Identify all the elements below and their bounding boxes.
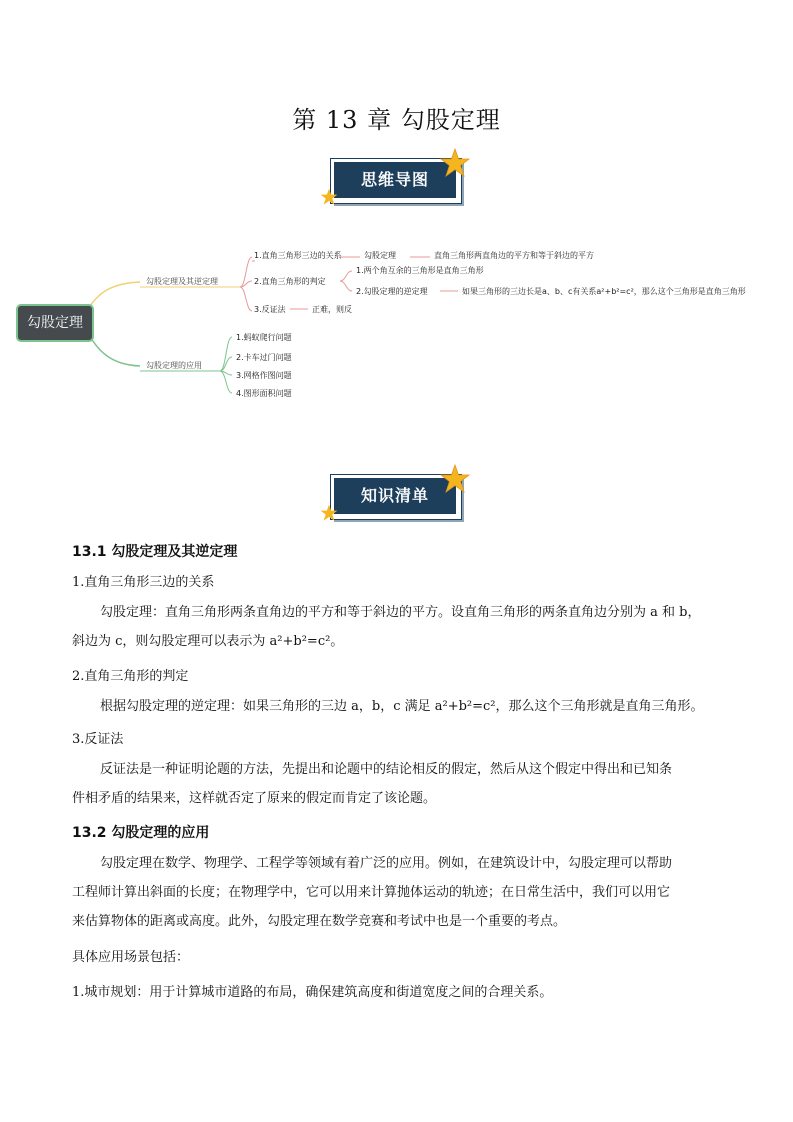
paragraph: 件相矛盾的结果来，这样就否定了原来的假定而肯定了该论题。	[72, 791, 437, 806]
b2-item-3: 3.网格作图问题	[236, 371, 292, 380]
b1-item-1-chain-2: 直角三角形两直角边的平方和等于斜边的平方	[434, 251, 594, 260]
mindmap-banner	[330, 158, 470, 204]
b1-item-1: 1.直角三角形三边的关系	[254, 251, 342, 260]
paragraph: 1.城市规划：用于计算城市道路的布局，确保建筑高度和街道宽度之间的合理关系。	[72, 985, 553, 1000]
b2-item-1: 1.蚂蚁爬行问题	[236, 333, 292, 342]
small-star-icon	[320, 504, 338, 522]
mind-map-root: 勾股定理	[16, 304, 94, 342]
paragraph: 具体应用场景包括：	[72, 950, 190, 965]
section-13-2-heading: 13.2 勾股定理的应用	[72, 825, 210, 841]
star-icon	[440, 148, 470, 178]
b1-item-3-chain: 正难，则反	[312, 305, 352, 314]
page-title: 第 13 章 勾股定理	[292, 106, 501, 134]
paragraph: 工程师计算出斜面的长度；在物理学中，它可以用来计算抛体运动的轨迹；在日常生活中，我们可以用它	[72, 885, 671, 900]
b1-item-1-chain-1: 勾股定理	[364, 251, 396, 260]
mind-map-connectors	[0, 235, 793, 405]
b2-item-2: 2.卡车过门问题	[236, 353, 292, 362]
banner-label: 知识清单	[334, 478, 456, 514]
b1-item-2-sub-2-chain: 如果三角形的三边长是a、b、c有关系a²+b²=c²，那么这个三角形是直角三角形	[462, 287, 746, 296]
subsection-3-title: 3.反证法	[72, 732, 124, 747]
paragraph: 根据勾股定理的逆定理：如果三角形的三边 a，b，c 满足 a²+b²=c²，那么这个三角形就是直角三角形。	[100, 699, 704, 714]
paragraph: 勾股定理：直角三角形两条直角边的平方和等于斜边的平方。设直角三角形的两条直角边分别为 a 和 b，	[100, 605, 701, 620]
b1-item-3: 3.反证法	[254, 305, 286, 314]
b1-item-2-sub-1: 1.两个角互余的三角形是直角三角形	[356, 266, 484, 275]
mind-map	[0, 235, 793, 405]
paragraph: 来估算物体的距离或高度。此外，勾股定理在数学竞赛和考试中也是一个重要的考点。	[72, 914, 567, 929]
b1-item-2: 2.直角三角形的判定	[254, 277, 326, 286]
subsection-1-title: 1.直角三角形三边的关系	[72, 575, 215, 590]
subsection-2-title: 2.直角三角形的判定	[72, 669, 189, 684]
b2-item-4: 4.图形面积问题	[236, 389, 292, 398]
small-star-icon	[320, 188, 338, 206]
branch-1: 勾股定理及其逆定理	[146, 277, 218, 286]
b1-item-2-sub-2: 2.勾股定理的逆定理	[356, 287, 428, 296]
section-13-1-heading: 13.1 勾股定理及其逆定理	[72, 544, 238, 560]
branch-2: 勾股定理的应用	[146, 361, 202, 370]
banner-label: 思维导图	[334, 162, 456, 198]
knowledge-banner	[330, 474, 470, 520]
star-icon	[440, 464, 470, 494]
paragraph: 反证法是一种证明论题的方法，先提出和论题中的结论相反的假定，然后从这个假定中得出和已知条	[100, 762, 673, 777]
paragraph: 勾股定理在数学、物理学、工程学等领域有着广泛的应用。例如，在建筑设计中，勾股定理可以帮助	[100, 856, 673, 871]
paragraph: 斜边为 c，则勾股定理可以表示为 a²+b²=c²。	[72, 634, 344, 649]
